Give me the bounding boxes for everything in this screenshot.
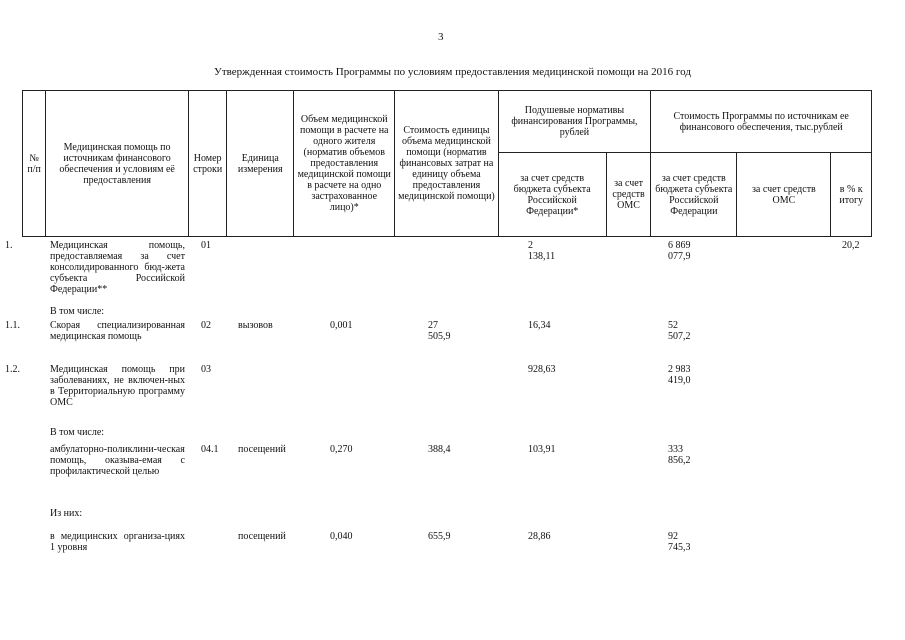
row-name: в медицинских организа-циях 1 уровня: [50, 531, 185, 553]
row-line: 01: [201, 240, 211, 251]
row-line: 04.1: [201, 444, 219, 455]
hdr-total-pct: в % к итогу: [831, 153, 872, 237]
hdr-line: Номер строки: [188, 91, 226, 237]
hdr-unit: Единица измерения: [227, 91, 294, 237]
hdr-num: № п/п: [23, 91, 46, 237]
row-num: 1.1.: [5, 320, 20, 331]
hdr-norm-group: Подушевые нормативы финансирования Программы, рублей: [498, 91, 651, 153]
row-norm-sb: 928,63: [528, 364, 556, 375]
hdr-total-group: Стоимость Программы по источникам ее финансового обеспечения, тыс.рублей: [651, 91, 872, 153]
row-cost: 655,9: [428, 531, 451, 542]
row-unit: посещений: [238, 531, 286, 542]
row-total-sb: 333 856,2: [668, 444, 691, 466]
row-unit: вызовов: [238, 320, 273, 331]
row-total-sb: 6 869 077,9: [668, 240, 691, 262]
row-num: 1.: [5, 240, 13, 251]
row-num: 1.2.: [5, 364, 20, 375]
hdr-cost: Стоимость единицы объема медицинской помощи (норматив финансовых затрат на единицу объема предоставления медицинской помощи): [395, 91, 498, 237]
row-norm-sb: 16,34: [528, 320, 551, 331]
hdr-norm-oms: за счет средств ОМС: [606, 153, 651, 237]
row-name: Медицинская помощь, предоставляемая за счет консолидированного бюд-жета субъекта Российской Федерации**: [50, 240, 185, 295]
document-title: Утвержденная стоимость Программы по условиям предоставления медицинской помощи на 2016 год: [214, 66, 691, 78]
row-total-sb: 52 507,2: [668, 320, 691, 342]
row-norm-sb: 28,86: [528, 531, 551, 542]
row-line: 02: [201, 320, 211, 331]
row-name: Из них:: [50, 508, 83, 519]
row-line: 03: [201, 364, 211, 375]
row-norm-sb: 103,91: [528, 444, 556, 455]
row-cost: 27 505,9: [428, 320, 451, 342]
row-total-sb: 92 745,3: [668, 531, 691, 553]
row-volume: 0,270: [330, 444, 353, 455]
row-unit: посещений: [238, 444, 286, 455]
row-name: В том числе:: [50, 306, 105, 317]
hdr-name: Медицинская помощь по источникам финансового обеспечения и условиям её предоставления: [46, 91, 189, 237]
row-name: амбулаторно-поликлини-ческая помощь, оказыва-емая с профилактической целью: [50, 444, 185, 477]
row-name: Медицинская помощь при заболеваниях, не включен-ных в Территориальную программу ОМС: [50, 364, 185, 408]
row-cost: 388,4: [428, 444, 451, 455]
row-total-sb: 2 983 419,0: [668, 364, 691, 386]
page-number: 3: [438, 31, 444, 43]
hdr-volume: Объем медицинской помощи в расчете на одного жителя (норматив объемов предоставления медицинской помощи в расчете на одно застрахованное лицо)*: [294, 91, 395, 237]
row-pct: 20,2: [842, 240, 860, 251]
row-volume: 0,001: [330, 320, 353, 331]
header-table: [22, 90, 872, 237]
hdr-total-sb: за счет средств бюджета субъекта Российской Федерации: [651, 153, 737, 237]
hdr-norm-sb: за счет средств бюджета субъекта Российской Федерации*: [498, 153, 606, 237]
row-volume: 0,040: [330, 531, 353, 542]
row-norm-sb: 2 138,11: [528, 240, 556, 262]
row-name: В том числе:: [50, 427, 105, 438]
hdr-total-oms: за счет средств ОМС: [737, 153, 831, 237]
row-name: Скорая специализированная медицинская помощь: [50, 320, 185, 342]
